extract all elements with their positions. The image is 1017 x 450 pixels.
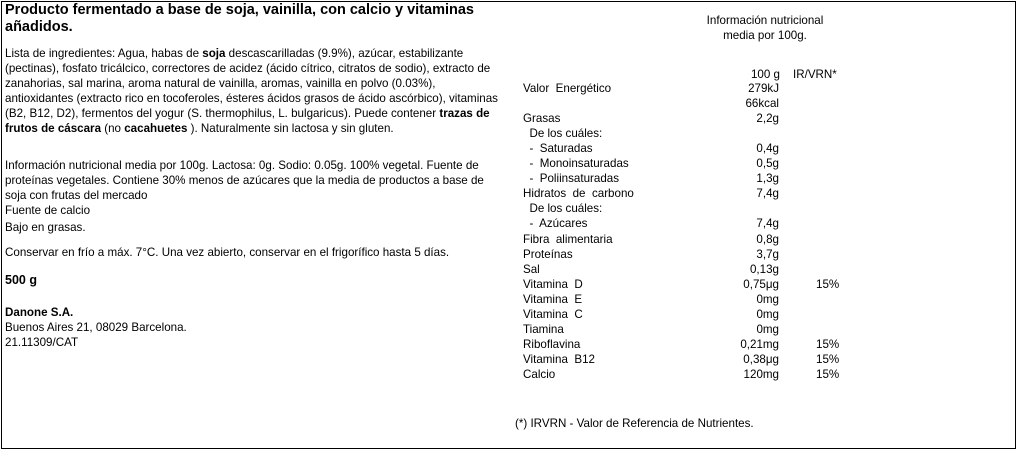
nutrient-value: 0,4g	[756, 142, 779, 156]
nutrient-value: 279kJ	[748, 82, 779, 95]
nutrient-value: 0,38μg	[743, 352, 779, 366]
ingredients-suffix: ). Naturalmente sin lactosa y sin gluten.	[187, 122, 394, 135]
nutrient-value: 0,8g	[756, 232, 779, 246]
nutrient-name: Valor Energético	[523, 82, 612, 95]
column-header-ir: IR/VRN*	[793, 68, 837, 81]
nutrient-name: Vitamina C	[523, 307, 583, 321]
footnote: (*) IRVRN - Valor de Referencia de Nutrientes.	[515, 417, 754, 430]
nutrient-ir: 15%	[816, 352, 840, 366]
nutrient-name: De los cuáles:	[523, 127, 603, 141]
net-weight: 500 g	[5, 273, 37, 287]
nutrient-value: 3,7g	[756, 247, 779, 261]
nutrient-name: Vitamina B12	[523, 352, 595, 366]
nutrient-value: 7,4g	[756, 187, 779, 201]
ingredients-middle: descascarilladas (9.9%), azúcar, estabilizante (pectinas), fosfato tricálcico, correctores de acidez (ácido cítrico, citratos de sodio), extracto de zanahorias, sal marina, aroma natural de vainilla, aromas, vainilla en polvo (0.03%), antioxidantes (extracto rico en tocoferoles, ésteres ácidos grasos de ácido ascórbico), vitaminas (B2, B12, D2), fermentos del yogur (S. thermophilus, L. bulgaricus). Puede contener	[5, 47, 498, 120]
nutrient-value: 0,5g	[756, 157, 779, 171]
nutrient-name: De los cuáles:	[523, 202, 603, 216]
nutrient-name: - Poliinsaturadas	[523, 172, 620, 186]
nutrient-value: 2,2g	[756, 112, 779, 126]
column-header-100g: 100 g	[750, 68, 780, 81]
claim-low-fat: Bajo en grasas.	[5, 221, 86, 234]
nutrient-value: 1,3g	[756, 172, 779, 186]
nutrient-name: - Saturadas	[523, 142, 593, 156]
nutrient-name: Calcio	[523, 367, 556, 381]
nutrition-header	[690, 13, 840, 43]
ingredients-prefix: Lista de ingredientes: Agua, habas de	[5, 47, 203, 60]
claim-calcium: Fuente de calcio	[5, 204, 91, 217]
storage-text: Conservar en frío a máx. 7°C. Una vez abierto, conservar en el frigorífico hasta 5 días.	[5, 246, 450, 259]
nutrient-name: Riboflavina	[523, 337, 581, 351]
nutrient-value: 0,75μg	[743, 277, 779, 291]
nutrient-name: Proteínas	[523, 247, 573, 261]
nutrient-name: Hidratos de carbono	[523, 187, 634, 201]
ingredients-text	[5, 46, 500, 136]
nutrient-name: - Monoinsaturadas	[523, 157, 629, 171]
nutrient-value: 120mg	[743, 367, 779, 381]
nutrient-value: 0,21mg	[740, 337, 779, 351]
nutrition-header-line1: Información nutricional	[706, 14, 824, 27]
nutrient-name: Sal	[523, 262, 540, 276]
company-code: 21.11309/CAT	[5, 336, 79, 349]
nutrient-name: Grasas	[523, 112, 561, 126]
company-block	[5, 305, 187, 350]
nutrient-value: 0,13g	[749, 262, 779, 276]
nutrient-value: 7,4g	[756, 217, 779, 231]
allergen-trazas: trazas de frutos de cáscara	[5, 107, 490, 135]
nutrient-ir: 15%	[816, 277, 840, 291]
nutrient-value: 0mg	[756, 322, 779, 336]
allergen-cacahuetes: cacahuetes	[124, 122, 188, 135]
nutrient-value: 0mg	[756, 307, 779, 321]
ingredients-middle2: (no	[101, 122, 125, 135]
info-block	[5, 158, 500, 260]
nutrient-name: Vitamina E	[523, 292, 583, 306]
nutrition-header-line2: media por 100g.	[723, 29, 807, 42]
company-name: Danone S.A.	[5, 306, 74, 319]
nutrition-info-text: Información nutricional media por 100g. Lactosa: 0g. Sodio: 0.05g. 100% vegetal. Fuente de proteínas vegetales. Contiene 30% menos de azúcares que la media de productos a base de soja con frutas del mercado	[5, 159, 484, 202]
nutrient-value: 0mg	[756, 292, 779, 306]
nutrient-name: - Azúcares	[523, 217, 588, 231]
nutrient-ir: 15%	[816, 367, 840, 381]
nutrient-name: Fibra alimentaria	[523, 232, 613, 246]
ingredient-allergen-soja: soja	[202, 47, 226, 60]
nutrient-ir: 15%	[816, 337, 840, 351]
company-address: Buenos Aires 21, 08029 Barcelona.	[5, 321, 187, 334]
nutrient-name: Vitamina D	[523, 277, 583, 291]
product-title: Producto fermentado a base de soja, vainilla, con calcio y vitaminas añadidos.	[5, 2, 474, 35]
nutrient-value: 66kcal	[745, 97, 779, 111]
nutrient-name: Tiamina	[523, 322, 564, 336]
